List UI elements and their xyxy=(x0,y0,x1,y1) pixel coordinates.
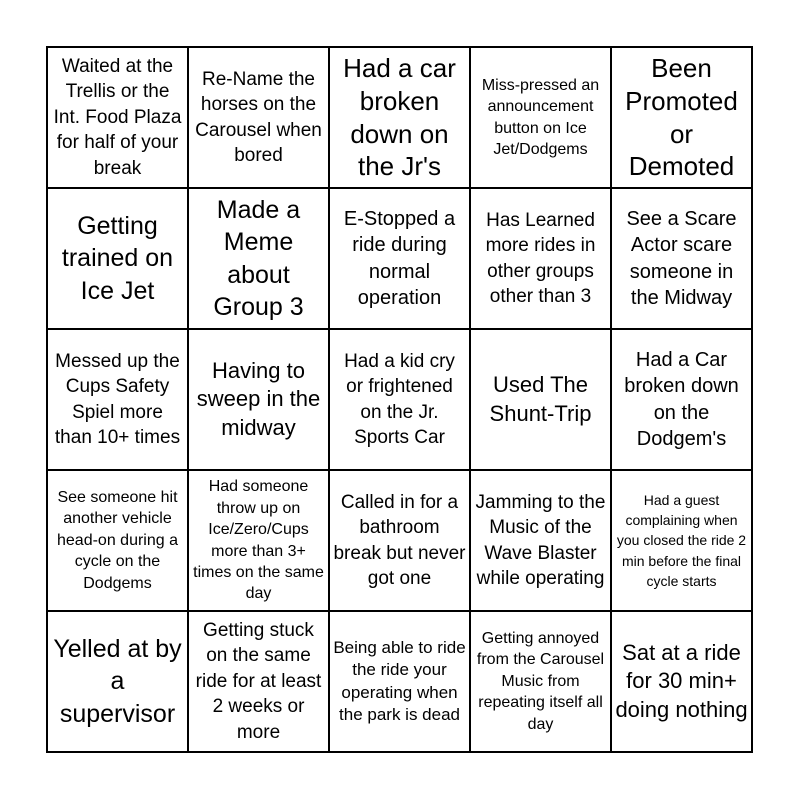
bingo-cell-text: Made a Meme about Group 3 xyxy=(213,195,304,321)
bingo-cell-text: See a Scare Actor scare someone in the Midway xyxy=(626,207,737,309)
bingo-cell-text: Had a Car broken down on the Dodgem's xyxy=(624,348,739,450)
bingo-cell-text: Has Learned more rides in other groups other than 3 xyxy=(485,209,596,307)
bingo-cell-text: Yelled at by a supervisor xyxy=(53,634,182,728)
bingo-cell[interactable] xyxy=(47,611,188,752)
bingo-cell[interactable] xyxy=(47,188,188,329)
bingo-cell-text: Used The Shunt-Trip xyxy=(489,371,592,426)
bingo-cell[interactable] xyxy=(611,611,752,752)
bingo-cell[interactable] xyxy=(470,611,611,752)
bingo-cell[interactable] xyxy=(611,188,752,329)
bingo-cell[interactable] xyxy=(611,47,752,188)
bingo-cell-text: Had a guest complaining when you closed the ride 2 min before the final cycle starts xyxy=(616,491,747,589)
bingo-cell-text: Getting annoyed from the Carousel Music from repeating itself all day xyxy=(476,629,605,733)
bingo-cell[interactable] xyxy=(329,188,470,329)
bingo-cell[interactable] xyxy=(188,47,329,188)
bingo-cell-text: Getting stuck on the same ride for at least 2 weeks or more xyxy=(195,619,322,743)
bingo-cell[interactable] xyxy=(188,329,329,470)
bingo-board xyxy=(46,46,753,753)
bingo-cell[interactable] xyxy=(47,329,188,470)
bingo-cell-text: Had someone throw up on Ice/Zero/Cups more than 3+ times on the same day xyxy=(193,478,324,603)
bingo-cell-text: Having to sweep in the midway xyxy=(196,357,321,440)
bingo-cell[interactable] xyxy=(188,188,329,329)
bingo-cell-text: Being able to ride the ride your operating when the park is dead xyxy=(333,638,466,724)
bingo-cell-text: Messed up the Cups Safety Spiel more than 10+ times xyxy=(54,350,181,448)
bingo-cell-text: Had a kid cry or frightened on the Jr. Sports Car xyxy=(344,350,455,448)
bingo-cell[interactable] xyxy=(329,329,470,470)
bingo-cell[interactable] xyxy=(470,188,611,329)
bingo-cell[interactable] xyxy=(611,329,752,470)
bingo-cell[interactable] xyxy=(47,47,188,188)
bingo-cell-text: Had a car broken down on the Jr's xyxy=(343,53,456,182)
bingo-cell[interactable] xyxy=(47,470,188,611)
bingo-cell[interactable] xyxy=(329,611,470,752)
bingo-cell[interactable] xyxy=(188,611,329,752)
bingo-cell[interactable] xyxy=(470,470,611,611)
bingo-cell[interactable] xyxy=(611,470,752,611)
bingo-cell[interactable] xyxy=(329,470,470,611)
bingo-cell-text: Called in for a bathroom break but never got one xyxy=(333,491,466,589)
bingo-cell-text: Been Promoted or Demoted xyxy=(625,53,738,182)
bingo-cell[interactable] xyxy=(188,470,329,611)
bingo-cell-text: See someone hit another vehicle head-on during a cycle on the Dodgems xyxy=(57,488,178,592)
bingo-cell-text: Sat at a ride for 30 min+ doing nothing xyxy=(615,639,748,722)
bingo-cell-text: Jamming to the Music of the Wave Blaster while operating xyxy=(475,491,606,589)
bingo-cell-text: Re-Name the horses on the Carousel when bored xyxy=(195,68,322,166)
bingo-cell-text: Getting trained on Ice Jet xyxy=(61,211,174,305)
bingo-cell-text: Miss-pressed an announcement button on Ice Jet/Dodgems xyxy=(481,76,600,158)
bingo-cell-text: E-Stopped a ride during normal operation xyxy=(343,207,456,309)
bingo-cell[interactable] xyxy=(470,47,611,188)
bingo-cell-text: Waited at the Trellis or the Int. Food Plaza for half of your break xyxy=(53,55,182,179)
bingo-cell[interactable] xyxy=(329,47,470,188)
bingo-cell[interactable] xyxy=(470,329,611,470)
